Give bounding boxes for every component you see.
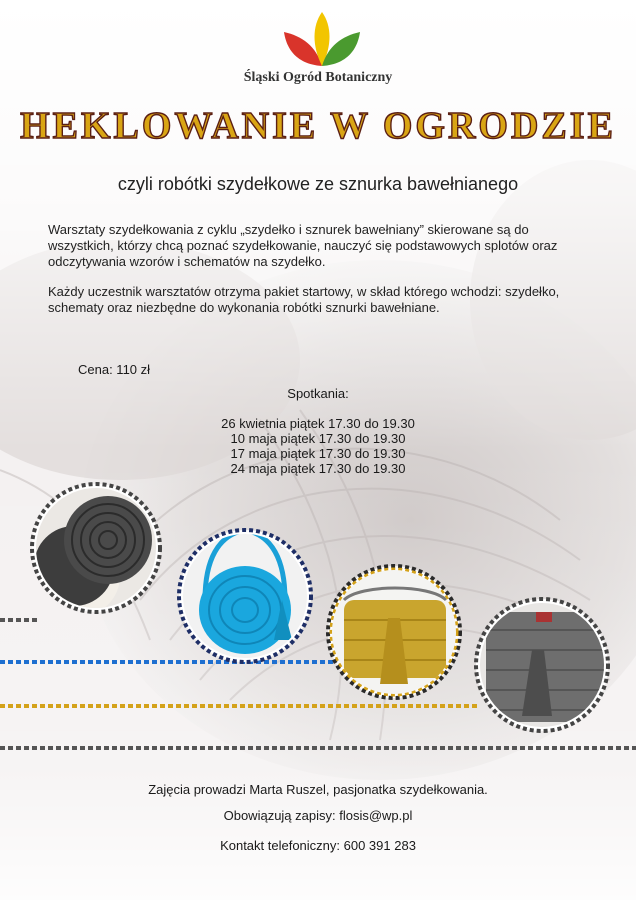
phone-contact: Kontakt telefoniczny: 600 391 283 <box>220 838 416 853</box>
blue-bag-photo <box>179 530 311 662</box>
meeting-item: 24 maja piątek 17.30 do 19.30 <box>230 461 406 476</box>
price-label: Cena: 110 zł <box>78 362 151 377</box>
coasters-photo <box>30 484 170 616</box>
gray-bag-photo <box>476 599 608 731</box>
meetings-heading: Spotkania: <box>287 386 349 401</box>
logo-leaves-icon <box>282 12 362 68</box>
photos-strip <box>0 470 636 760</box>
mustard-basket-photo <box>328 566 460 698</box>
page-subtitle: czyli robótki szydełkowe ze sznurka bawełnianego <box>117 174 519 194</box>
meeting-item: 17 maja piątek 17.30 do 19.30 <box>230 446 406 461</box>
signup-info[interactable]: Obowiązują zapisy: flosis@wp.pl <box>223 808 413 823</box>
logo-text: Śląski Ogród Botaniczny <box>243 70 393 85</box>
intro-paragraph-2: Każdy uczestnik warsztatów otrzyma pakiet startowy, w skład którego wchodzi: szydełko, schematy oraz niezbędne do wykonania robótki sznurki bawełniane. <box>48 284 560 315</box>
intro-paragraph-1: Warsztaty szydełkowania z cyklu „szydełko i sznurek bawełniany” skierowane są do wszystkich, którzy chcą poznać szydełkowanie, nauczyć się podstawowych splotów oraz odczytywania wzorów i schematów na szydełko. <box>48 222 558 269</box>
workshop-leader: Zajęcia prowadzi Marta Ruszel, pasjonatka szydełkowania. <box>148 782 488 797</box>
meetings-list <box>0 416 636 476</box>
meeting-item: 10 maja piątek 17.30 do 19.30 <box>230 431 406 446</box>
page-title: HEKLOWANIE W OGRODZIE <box>20 105 616 147</box>
logo <box>0 12 636 92</box>
meeting-item: 26 kwietnia piątek 17.30 do 19.30 <box>221 416 415 431</box>
